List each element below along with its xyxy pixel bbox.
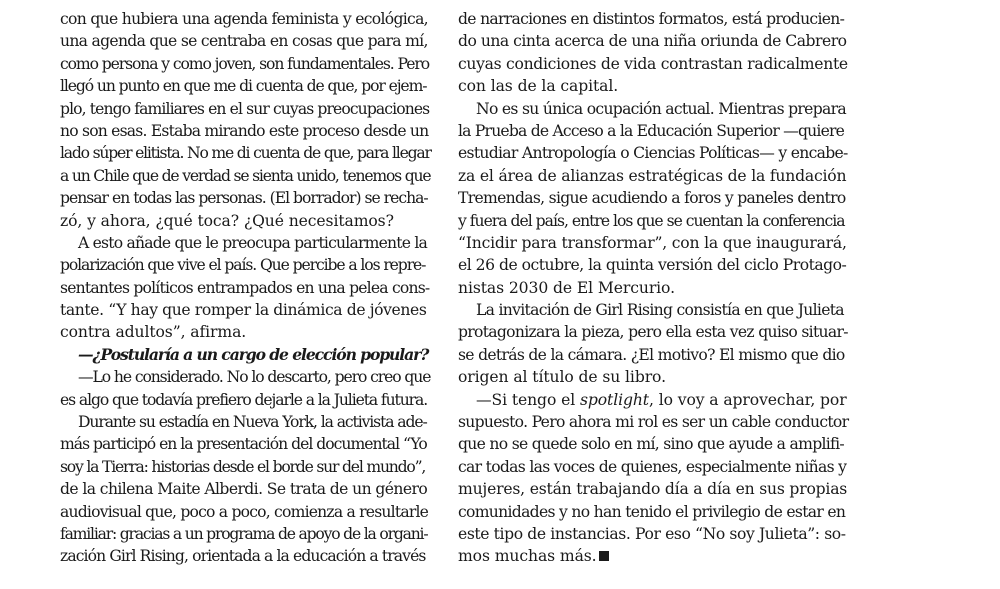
line-text: la Prueba de Acceso a la Educación Superior —quiere — [458, 121, 845, 140]
text-line — [458, 232, 848, 254]
text-line — [60, 321, 430, 343]
line-text: tante. “Y hay que romper la dinámica de jóvenes — [60, 301, 427, 320]
text-line — [458, 299, 848, 321]
text-line — [60, 142, 430, 164]
line-text: cuyas condiciones de vida contrastan radicalmente — [458, 54, 848, 73]
text-line — [60, 165, 430, 187]
text-line — [60, 30, 430, 52]
text-line — [458, 545, 848, 567]
line-text: La invitación de Girl Rising consistía en que Julieta — [476, 301, 844, 320]
text-line — [458, 142, 848, 164]
line-text: protagonizara la pieza, pero ella esta vez quiso situar- — [458, 323, 848, 342]
text-line — [458, 75, 848, 97]
line-text: se detrás de la cámara. ¿El motivo? El mismo que dio — [458, 345, 845, 364]
text-line — [60, 53, 430, 75]
text-line — [458, 344, 848, 366]
text-line — [60, 98, 430, 120]
line-text: no son esas. Estaba mirando este proceso desde un — [60, 121, 429, 140]
line-text: lado súper elitista. No me di cuenta de que, para llegar — [60, 144, 431, 163]
italic-term: spotlight — [579, 390, 649, 409]
text-line — [458, 120, 848, 142]
line-text: zó, y ahora, ¿qué toca? ¿Qué necesitamos? — [60, 211, 394, 230]
line-text: con que hubiera una agenda feminista y ecológica, — [60, 10, 428, 28]
text-line — [60, 187, 430, 209]
line-text: con las de la capital. — [458, 77, 619, 96]
text-line — [60, 75, 430, 97]
text-line — [458, 210, 848, 232]
text-line — [60, 501, 430, 523]
line-text: Tremendas, sigue acudiendo a foros y paneles dentro — [458, 189, 846, 208]
text-line — [458, 277, 848, 299]
text-line — [458, 187, 848, 209]
text-line — [60, 8, 430, 30]
line-text: origen al título de su libro. — [458, 368, 666, 387]
right-text-column — [458, 8, 848, 568]
line-text: familiar: gracias a un programa de apoyo de la organi- — [60, 524, 428, 543]
text-line — [60, 389, 430, 411]
text-line — [458, 411, 848, 433]
question-text: —¿Postularía a un cargo de elección popular? — [78, 344, 429, 364]
line-text: No es su única ocupación actual. Mientras prepara — [476, 99, 846, 118]
text-line — [458, 321, 848, 343]
text-line — [60, 411, 430, 433]
text-line — [458, 30, 848, 52]
line-text: más participó en la presentación del documental “Yo — [60, 435, 427, 454]
line-text: audiovisual que, poco a poco, comienza a resultarle — [60, 502, 429, 521]
text-line — [60, 433, 430, 455]
line-text: supuesto. Pero ahora mi rol es ser un cable conductor — [458, 413, 849, 432]
left-text-column — [60, 8, 430, 568]
text-line — [458, 501, 848, 523]
line-text: car todas las voces de quienes, especialmente niñas y — [458, 457, 847, 476]
line-text: y fuera del país, entre los que se cuentan la conferencia — [458, 211, 845, 230]
line-text: mos muchas más. — [458, 547, 597, 566]
line-text: como persona y como joven, son fundamentales. Pero — [60, 54, 429, 73]
line-text: estudiar Antropología o Ciencias Políticas— y encabe- — [458, 144, 848, 163]
text-line — [60, 523, 430, 545]
line-text: el 26 de octubre, la quinta versión del ciclo Protago- — [458, 256, 847, 275]
text-segment: —Si tengo el — [476, 390, 580, 409]
line-text: nistas 2030 de El Mercurio. — [458, 278, 675, 297]
text-line — [458, 478, 848, 500]
text-line — [458, 254, 848, 276]
text-line — [458, 53, 848, 75]
text-line — [60, 232, 430, 254]
line-text: de la chilena Maite Alberdi. Se trata de un género — [60, 480, 428, 499]
line-text: es algo que todavía prefiero dejarle a la Julieta futura. — [60, 390, 428, 409]
line-text: plo, tengo familiares en el sur cuyas preocupaciones — [60, 99, 430, 118]
line-text: zación Girl Rising, orientada a la educación a través — [60, 547, 426, 566]
line-text: que no se quede solo en mí, sino que ayude a amplifi- — [458, 435, 844, 454]
text-line — [60, 545, 430, 567]
text-line — [458, 98, 848, 120]
text-segment: , lo voy a aprovechar, por — [648, 390, 847, 409]
line-text: soy la Tierra: historias desde el borde sur del mundo”, — [60, 457, 426, 476]
text-line — [458, 165, 848, 187]
line-text: este tipo de instancias. Por eso “No soy Julieta”: so- — [458, 524, 846, 543]
line-text: una agenda que se centraba en cosas que para mí, — [60, 32, 428, 51]
text-line — [458, 456, 848, 478]
text-line — [60, 120, 430, 142]
line-text: Durante su estadía en Nueva York, la activista ade- — [78, 413, 427, 432]
text-line — [458, 433, 848, 455]
text-line — [60, 478, 430, 500]
text-line — [458, 389, 848, 411]
text-line — [458, 8, 848, 30]
text-line — [60, 210, 430, 232]
text-line — [60, 456, 430, 478]
line-text: contra adultos”, afirma. — [60, 323, 247, 342]
text-line — [458, 523, 848, 545]
line-text: llegó un punto en que me di cuenta de que, por ejem- — [60, 77, 427, 96]
article-end-mark — [599, 551, 609, 561]
line-text: “Incidir para transformar”, con la que inaugurará, — [458, 233, 847, 252]
text-line — [60, 299, 430, 321]
line-text: polarización que vive el país. Que percibe a los repre- — [60, 256, 426, 275]
line-text: do una cinta acerca de una niña oriunda de Cabrero — [458, 32, 847, 51]
line-text: —Lo he considerado. No lo descarto, pero creo que — [78, 368, 431, 387]
line-text: a un Chile que de verdad se sienta unido, tenemos que — [60, 166, 431, 185]
line-text: de narraciones en distintos formatos, está producien- — [458, 10, 845, 28]
text-line — [60, 277, 430, 299]
interview-question — [60, 344, 430, 366]
line-text: sentantes políticos entrampados en una pelea cons- — [60, 278, 430, 297]
line-text: za el área de alianzas estratégicas de la fundación — [458, 166, 847, 185]
line-text: A esto añade que le preocupa particularmente la — [78, 233, 428, 252]
text-line — [60, 366, 430, 388]
text-line — [60, 254, 430, 276]
text-line — [458, 366, 848, 388]
line-text: mujeres, están trabajando día a día en sus propias — [458, 480, 848, 499]
line-text: comunidades y no han tenido el privilegio de estar en — [458, 502, 846, 521]
line-text: pensar en todas las personas. (El borrador) se recha- — [60, 189, 428, 208]
